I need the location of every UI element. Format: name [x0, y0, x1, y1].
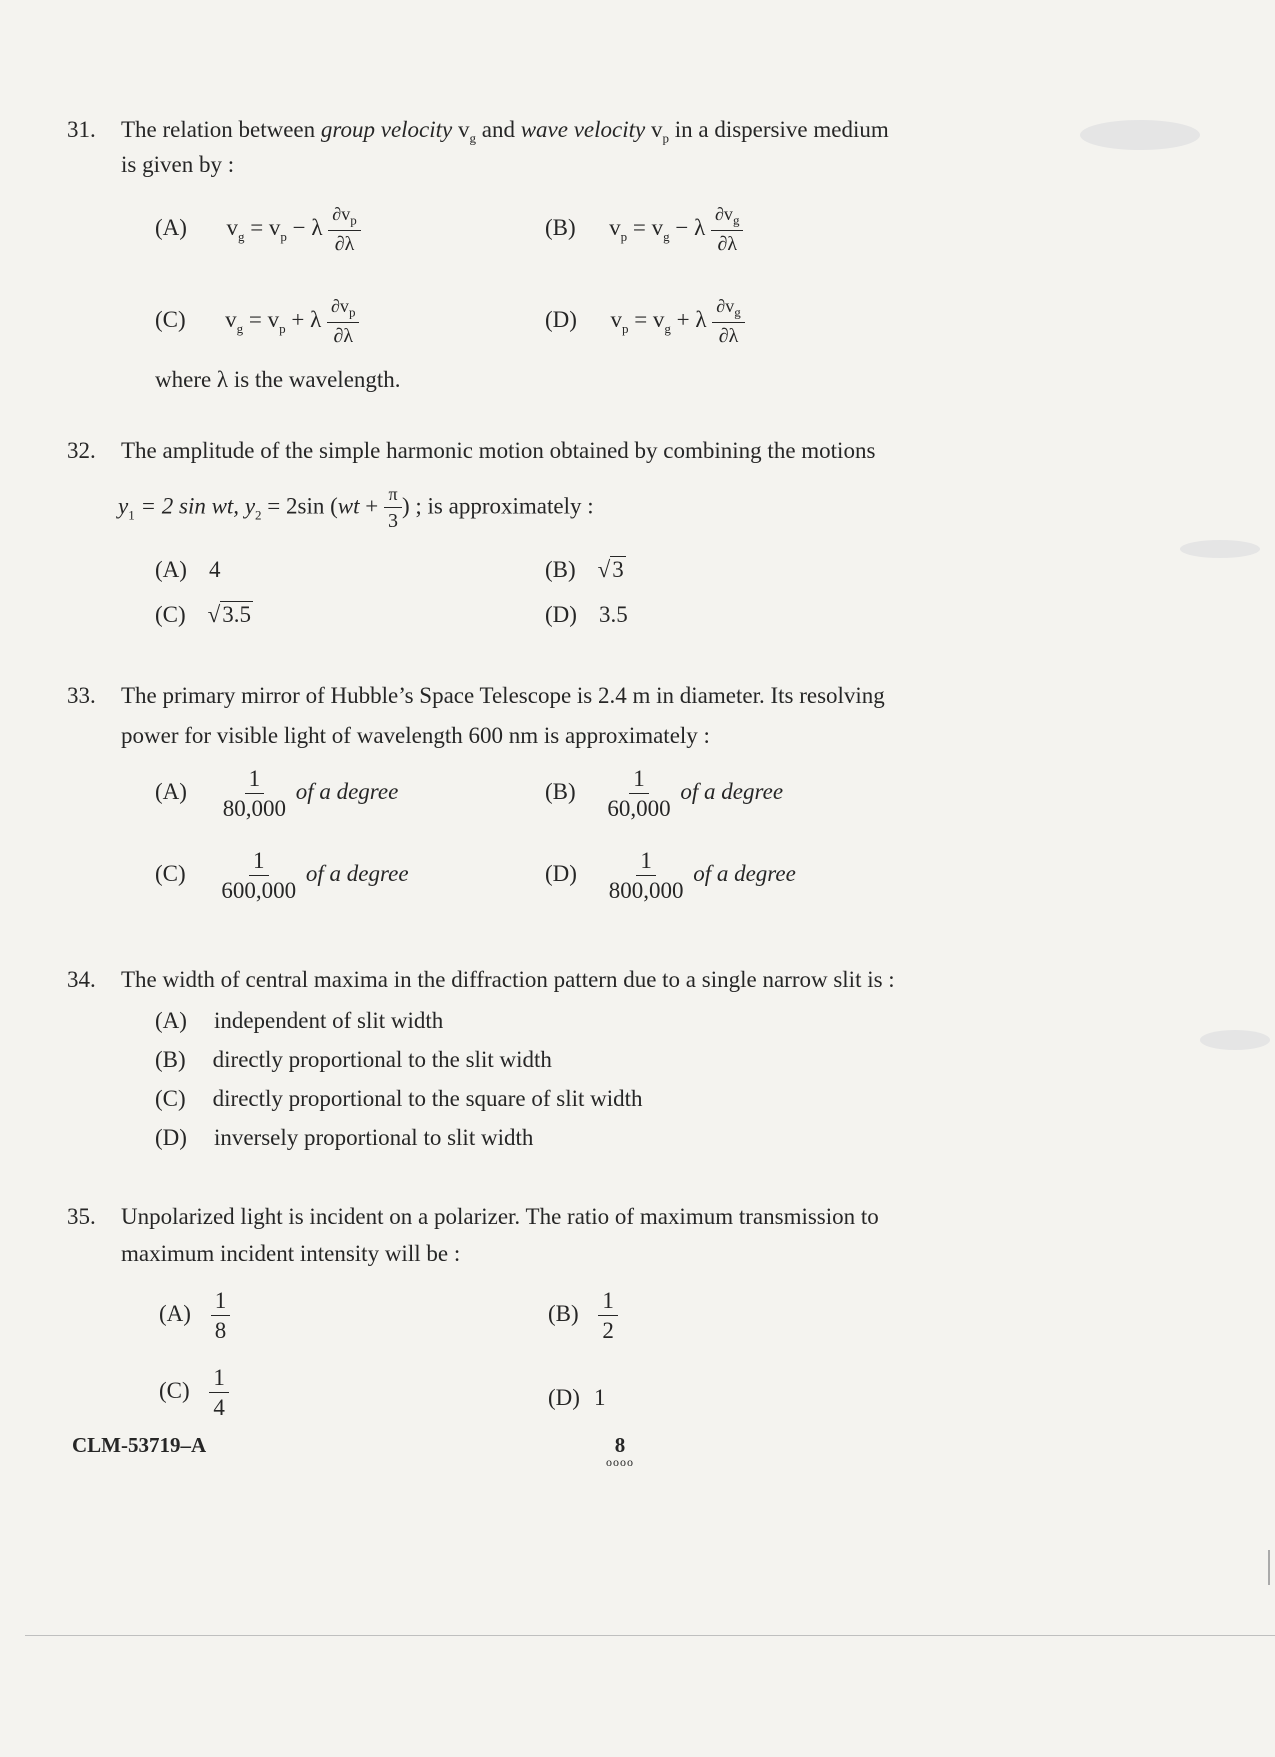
question-33-option-d: (D) $\frac{1}{800,000}$ of a degree — [545, 848, 796, 904]
question-35-stem-line2: maximum incident intensity will be : — [121, 1241, 461, 1266]
bleed-mark — [1080, 120, 1200, 150]
question-33-stem-line1: The primary mirror of Hubble’s Space Telescope is 2.4 m in diameter. Its resolving — [121, 683, 885, 708]
page-marks: oooo — [606, 1455, 634, 1469]
question-31-number: 31. — [67, 117, 96, 142]
question-31-option-b: (B) $v_p = v_g - \lambda$ $\frac{\partial v_g}{\partial\lambda}$ — [545, 205, 743, 255]
bottom-rule — [25, 1635, 1275, 1636]
question-32-stem: The amplitude of the simple harmonic motion obtained by combining the motions — [121, 438, 876, 463]
question-32-option-b: (B) √3 — [545, 557, 624, 582]
question-33-option-c: (C) $\frac{1}{600,000}$ of a degree — [155, 848, 409, 904]
question-34-option-b: (B) directly proportional to the slit width — [155, 1047, 552, 1072]
question-33-stem-line2: power for visible light of wavelength 600 nm is approximately : — [121, 723, 710, 748]
question-31-note: where λ is the wavelength. — [155, 367, 401, 392]
question-31-stem-line1: The relation between group velocity $v_g$ and wave velocity $v_p$ in a dispersive medium — [121, 117, 889, 146]
question-33-option-b: (B) $\frac{1}{60,000}$ of a degree — [545, 766, 784, 822]
question-31-option-c: (C) $v_g = v_p + \lambda$ $\frac{\partial v_p}{\partial\lambda}$ — [155, 297, 359, 347]
question-33-option-a: (A) $\frac{1}{80,000}$ of a degree — [155, 766, 399, 822]
edge-mark — [1268, 1550, 1270, 1585]
question-31-stem-line2: is given by : — [121, 152, 235, 177]
question-35-number: 35. — [67, 1204, 96, 1229]
question-32-option-a: (A) 4 — [155, 557, 221, 582]
question-31-option-d: (D) $v_p = v_g + \lambda$ $\frac{\partial v_g}{\partial\lambda}$ — [545, 297, 745, 347]
question-34-option-c: (C) directly proportional to the square of slit width — [155, 1086, 643, 1111]
question-33-number: 33. — [67, 683, 96, 708]
question-32-number: 32. — [67, 438, 96, 463]
question-32-option-c: (C) √3.5 — [155, 602, 252, 627]
paper-code: CLM-53719–A — [72, 1433, 207, 1457]
question-34-number: 34. — [67, 967, 96, 992]
question-34-stem: The width of central maxima in the diffraction pattern due to a single narrow slit is : — [121, 967, 895, 992]
question-35-option-b: (B) $\frac{1}{2}$ — [548, 1288, 618, 1344]
question-34-option-d: (D) inversely proportional to slit width — [155, 1125, 534, 1150]
bleed-mark — [1200, 1030, 1270, 1050]
question-35-option-c: (C) $\frac{1}{4}$ — [159, 1365, 229, 1421]
question-31-option-a: (A) $v_g = v_p - \lambda$ $\frac{\partial v_p}{\partial\lambda}$ — [155, 205, 361, 255]
bleed-mark — [1180, 540, 1260, 558]
page-number: 8 — [614, 1433, 626, 1457]
question-34-option-a: (A) independent of slit width — [155, 1008, 444, 1033]
question-32-equation: $y_1 = 2$ sin wt, $y_2 = 2\sin$ (wt + $\frac{\pi}{3}$ ) ; is approximately : — [118, 484, 594, 532]
question-35-stem-line1: Unpolarized light is incident on a polarizer. The ratio of maximum transmission to — [121, 1204, 879, 1229]
question-35-option-a: (A) $\frac{1}{8}$ — [159, 1288, 230, 1344]
question-32-option-d: (D) 3.5 — [545, 602, 628, 627]
question-35-option-d: (D) 1 — [548, 1385, 606, 1410]
